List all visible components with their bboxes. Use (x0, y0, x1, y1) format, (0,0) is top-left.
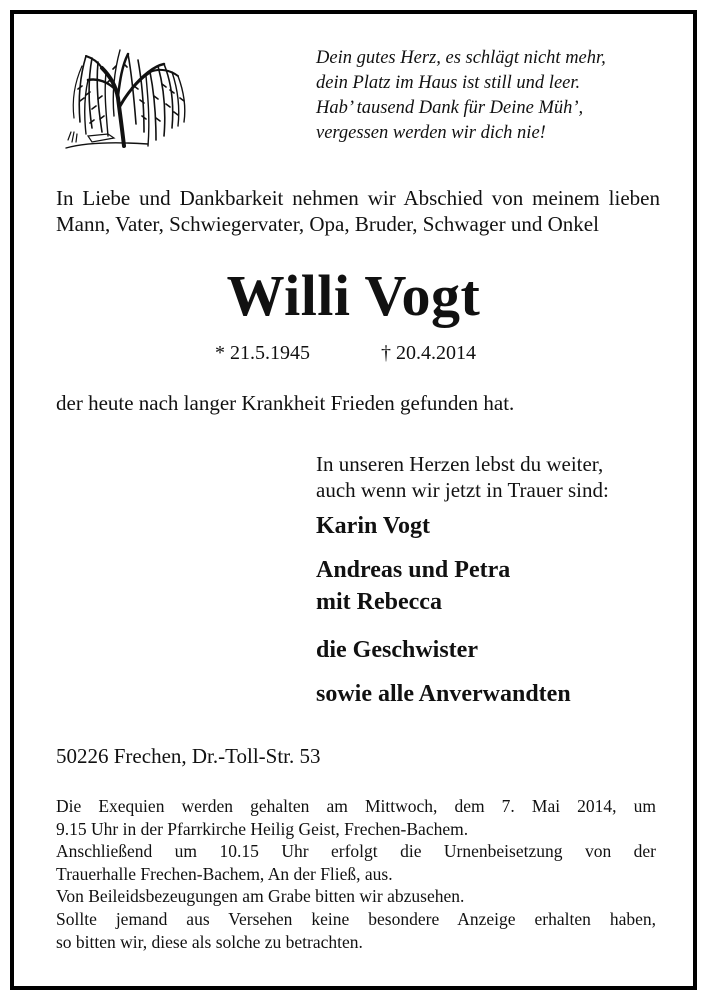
service-line: Von Beileidsbezeugungen am Grabe bitten wir abzusehen. (56, 886, 465, 907)
service-line: so bitten wir, diese als solche zu betrachten. (56, 931, 363, 952)
weeping-willow-icon (58, 36, 193, 166)
memorial-poem (316, 46, 656, 146)
poem-line: dein Platz im Haus ist still und leer. (316, 73, 581, 93)
family-siblings: die Geschwister (316, 637, 478, 663)
mourner-address: 50226 Frechen, Dr.-Toll-Str. 53 (56, 744, 321, 768)
service-line: Trauerhalle Frechen-Bachem, An der Fließ, aus. (56, 863, 393, 884)
death-date: † 20.4.2014 (381, 342, 476, 364)
family-children-line: mit Rebecca (316, 589, 442, 615)
service-line: 9.15 Uhr in der Pfarrkirche Heilig Geist, Frechen-Bachem. (56, 818, 469, 839)
family-relatives: sowie alle Anverwandten (316, 681, 571, 707)
service-line: Die Exequien werden gehalten am Mittwoch, dem 7. Mai 2014, um (56, 796, 656, 816)
mourning-verse (316, 451, 609, 503)
mourning-line: auch wenn wir jetzt in Trauer sind: (316, 478, 609, 502)
farewell-intro: In Liebe und Dankbarkeit nehmen wir Abschied von meinem lieben Mann, Vater, Schwiegervater, Opa, Bruder, Schwager und Onkel (56, 186, 660, 236)
birth-date: * 21.5.1945 (215, 342, 310, 364)
peace-statement: der heute nach langer Krankheit Frieden gefunden hat. (56, 391, 515, 415)
deceased-name: Willi Vogt (226, 263, 481, 328)
mourning-line: In unseren Herzen lebst du weiter, (316, 452, 604, 476)
service-line: Anschließend um 10.15 Uhr erfolgt die Urnenbeisetzung von der (56, 841, 656, 862)
service-line: Sollte jemand aus Versehen keine besondere Anzeige erhalten haben, (56, 908, 656, 929)
poem-line: Dein gutes Herz, es schlägt nicht mehr, (316, 48, 606, 68)
poem-line: Hab’ tausend Dank für Deine Müh’, (316, 98, 584, 118)
funeral-service-info (56, 795, 656, 953)
poem-line: vergessen werden wir dich nie! (316, 123, 546, 143)
family-wife: Karin Vogt (316, 513, 431, 539)
family-children (316, 554, 510, 618)
family-children-line: Andreas und Petra (316, 557, 511, 583)
